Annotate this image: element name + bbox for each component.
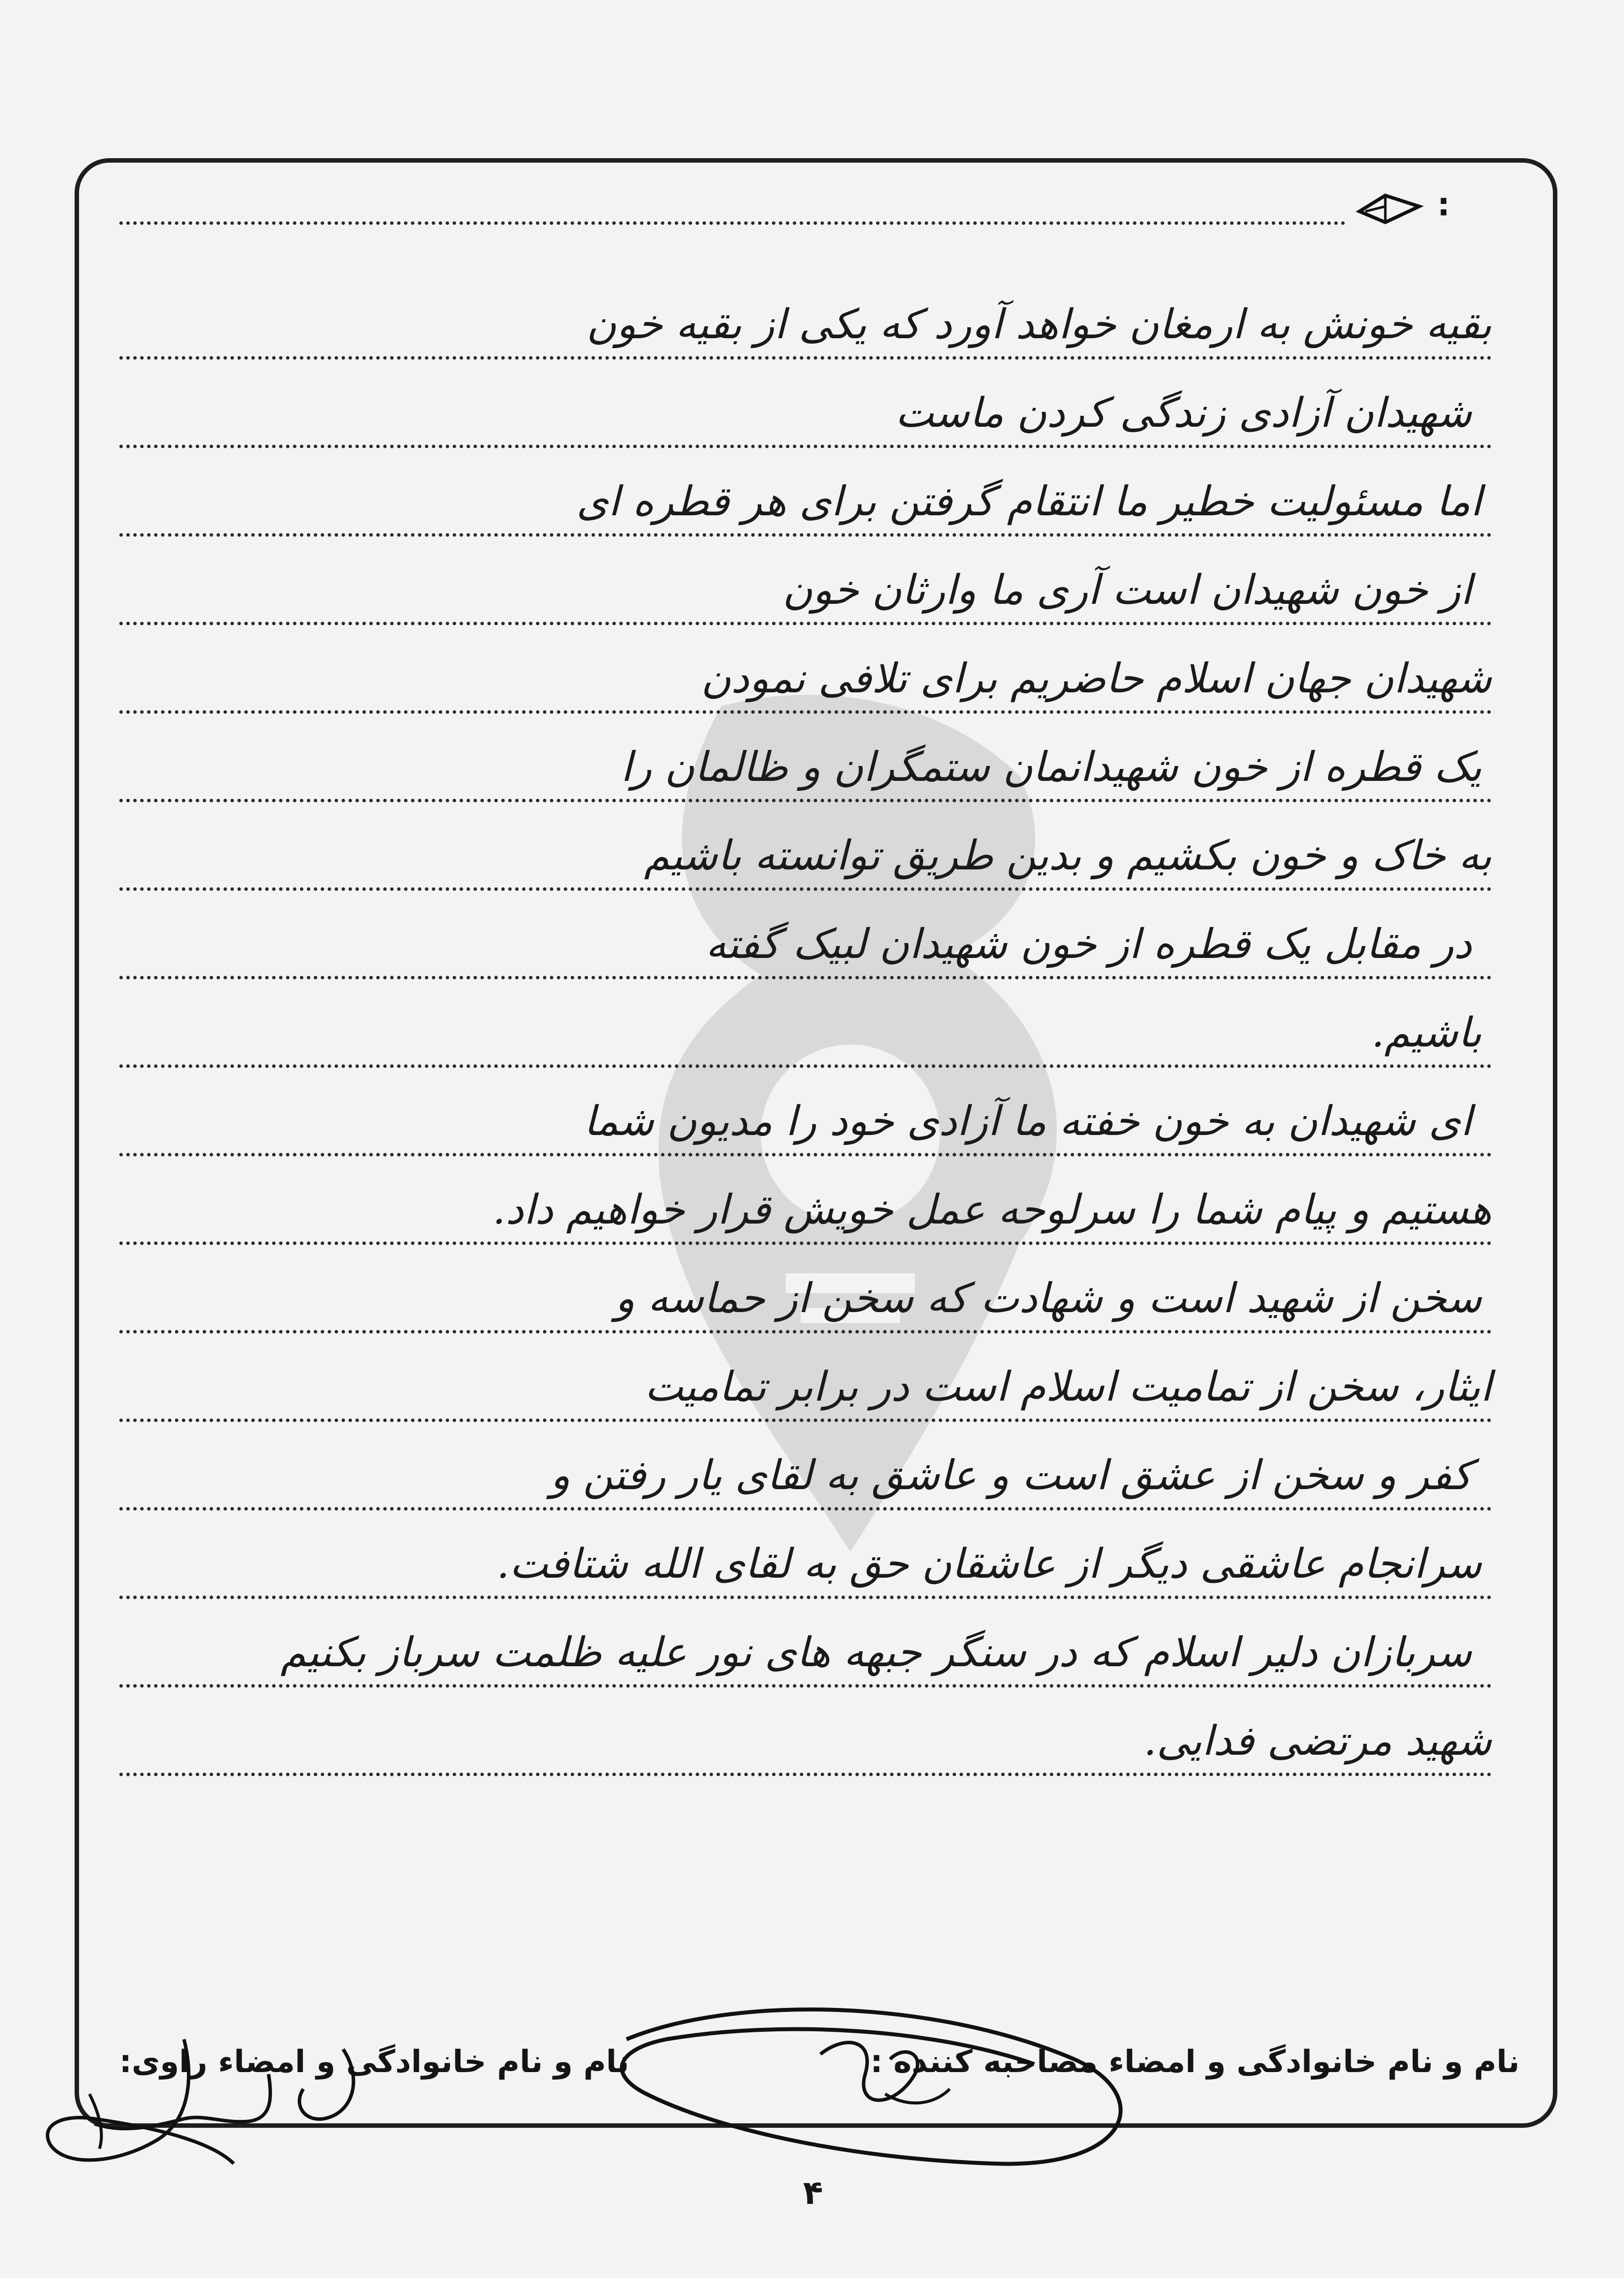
pen-icon [1355, 191, 1425, 226]
page-number: ۴ [803, 2174, 823, 2212]
handwritten-text: سربازان دلیر اسلام که در سنگر جبهه های نور علیه ظلمت سرباز بکنیم [280, 1629, 1472, 1676]
handwritten-text: به خاک و خون بکشیم و بدین طریق توانسته باشیم [644, 832, 1492, 879]
dotted-line [119, 1599, 1492, 1688]
interviewer-label: نام و نام خانوادگی و امضاء مصاحبه کننده : [870, 2043, 1520, 2080]
pen-colon: : [1437, 187, 1450, 223]
dotted-line [119, 448, 1492, 537]
handwritten-text: کفر و سخن از عشق است و عاشق به لقای یار رفتن و [550, 1452, 1472, 1499]
handwritten-text: یک قطره از خون شهیدانمان ستمگران و ظالمان را [621, 744, 1482, 791]
handwritten-text: سخن از شهید است و شهادت که سخن از حماسه و [615, 1275, 1482, 1322]
dotted-line [119, 537, 1492, 625]
dotted-line [119, 1245, 1492, 1333]
dotted-line [119, 1156, 1492, 1245]
handwritten-text: از خون شهیدان است آری ما وارثان خون [782, 567, 1472, 614]
dotted-line [119, 1688, 1492, 1776]
handwritten-text: هستیم و پیام شما را سرلوحه عمل خویش قرار خواهیم داد. [492, 1186, 1492, 1234]
dotted-line-top [119, 221, 1346, 225]
dotted-line [119, 271, 1492, 360]
handwritten-lines [119, 271, 1492, 1776]
dotted-line [119, 360, 1492, 448]
handwritten-text: شهید مرتضی فدایی. [1143, 1717, 1492, 1765]
dotted-line [119, 1511, 1492, 1599]
dotted-line [119, 802, 1492, 891]
handwritten-text: شهیدان آزادی زندگی کردن ماست [895, 389, 1472, 437]
handwritten-text: بقیه خونش به ارمغان خواهد آورد که یکی از بقیه خون [586, 301, 1492, 348]
dotted-line [119, 1068, 1492, 1156]
handwritten-text: در مقابل یک قطره از خون شهیدان لبیک گفته [706, 921, 1472, 968]
handwritten-text: شهیدان جهان اسلام حاضریم برای تلافی نمودن [701, 655, 1492, 702]
handwritten-text: سرانجام عاشقی دیگر از عاشقان حق به لقای الله شتافت. [496, 1540, 1482, 1588]
dotted-line [119, 625, 1492, 714]
dotted-line [119, 1422, 1492, 1511]
footer-labels [119, 2032, 1520, 2091]
handwritten-text: ای شهیدان به خون خفته ما آزادی خود را مدیون شما [583, 1098, 1472, 1145]
dotted-line [119, 714, 1492, 802]
dotted-line [119, 979, 1492, 1068]
narrator-label: نام و نام خانوادگی و امضاء راوی: [119, 2043, 630, 2080]
handwritten-text: ایثار، سخن از تمامیت اسلام است در برابر تمامیت [644, 1363, 1492, 1411]
handwritten-text: باشیم. [1371, 1009, 1482, 1056]
handwritten-text: اما مسئولیت خطیر ما انتقام گرفتن برای هر قطره ای [576, 478, 1482, 525]
dotted-line [119, 891, 1492, 979]
dotted-line [119, 1333, 1492, 1422]
